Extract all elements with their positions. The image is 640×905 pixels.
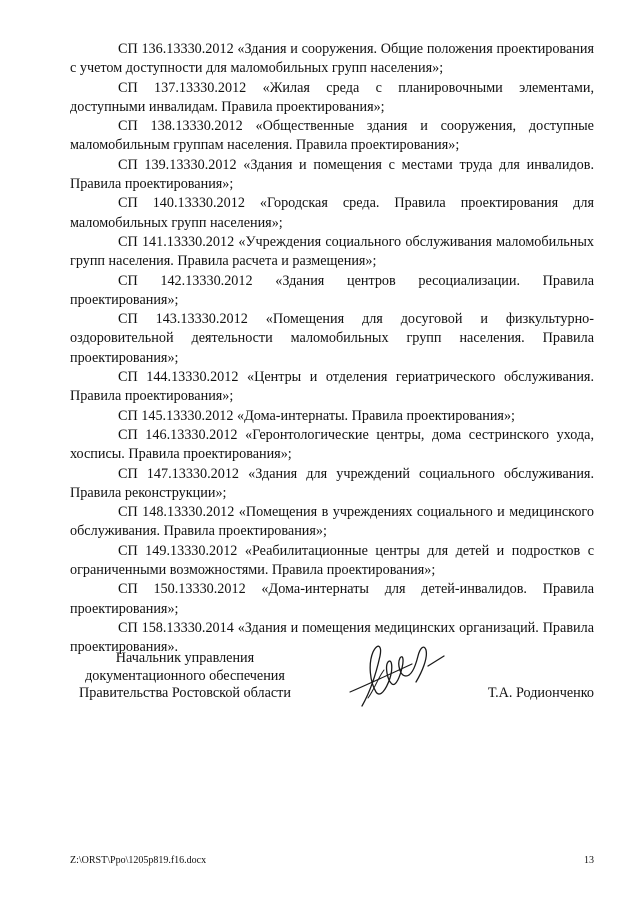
standard-item: СП 146.13330.2012 «Геронтологические центры, дома сестринского ухода, хосписы. Правила проектирования»; [70, 426, 594, 463]
standard-item: СП 142.13330.2012 «Здания центров ресоциализации. Правила проектирования»; [70, 272, 594, 308]
standard-item: СП 140.13330.2012 «Городская среда. Правила проектирования для маломобильных групп населения»; [70, 195, 594, 231]
standard-item: СП 149.13330.2012 «Реабилитационные центры для детей и подростков с ограниченными возможностями. Правила проектирования»; [70, 542, 594, 579]
standard-item: СП 148.13330.2012 «Помещения в учреждениях социального и медицинского обслуживания. Правила проектирования»; [70, 504, 594, 540]
document-body [70, 40, 594, 658]
page-number: 13 [584, 855, 594, 866]
signature-block [70, 650, 594, 720]
standard-item: СП 141.13330.2012 «Учреждения социального обслуживания маломобильных групп населения. Правила расчета и размещения»; [70, 233, 594, 270]
standard-item: СП 150.13330.2012 «Дома-интернаты для детей-инвалидов. Правила проектирования»; [70, 581, 594, 617]
standard-item: СП 136.13330.2012 «Здания и сооружения. Общие положения проектирования с учетом доступности для маломобильных групп населения»; [70, 41, 594, 77]
standard-item: СП 137.13330.2012 «Жилая среда с планировочными элементами, доступными инвалидам. Правила проектирования»; [70, 79, 594, 115]
standard-item: СП 147.13330.2012 «Здания для учреждений социального обслуживания. Правила реконструкции»; [70, 465, 594, 501]
standard-item: СП 145.13330.2012 «Дома-интернаты. Правила проектирования»; [118, 407, 515, 424]
signer-name: Т.А. Родионченко [487, 685, 594, 701]
standard-item: СП 138.13330.2012 «Общественные здания и сооружения, доступные маломобильным группам населения. Правила проектирования»; [70, 118, 594, 154]
standard-item: СП 143.13330.2012 «Помещения для досуговой и физкультурно-оздоровительной деятельности маломобильных групп населения. Правила проектирования»; [70, 311, 594, 366]
file-path: Z:\ORST\Ppo\1205p819.f16.docx [70, 855, 207, 866]
standard-item: СП 139.13330.2012 «Здания и помещения с местами труда для инвалидов. Правила проектирования»; [70, 156, 594, 193]
standard-item: СП 144.13330.2012 «Центры и отделения гериатрического обслуживания. Правила проектирования»; [70, 369, 594, 405]
handwritten-signature [340, 632, 450, 714]
standard-item: СП 158.13330.2014 «Здания и помещения медицинских организаций. Правила проектирования». [70, 619, 594, 656]
signer-position: Начальник управления документационного обеспечения Правительства Ростовской области [79, 650, 291, 701]
